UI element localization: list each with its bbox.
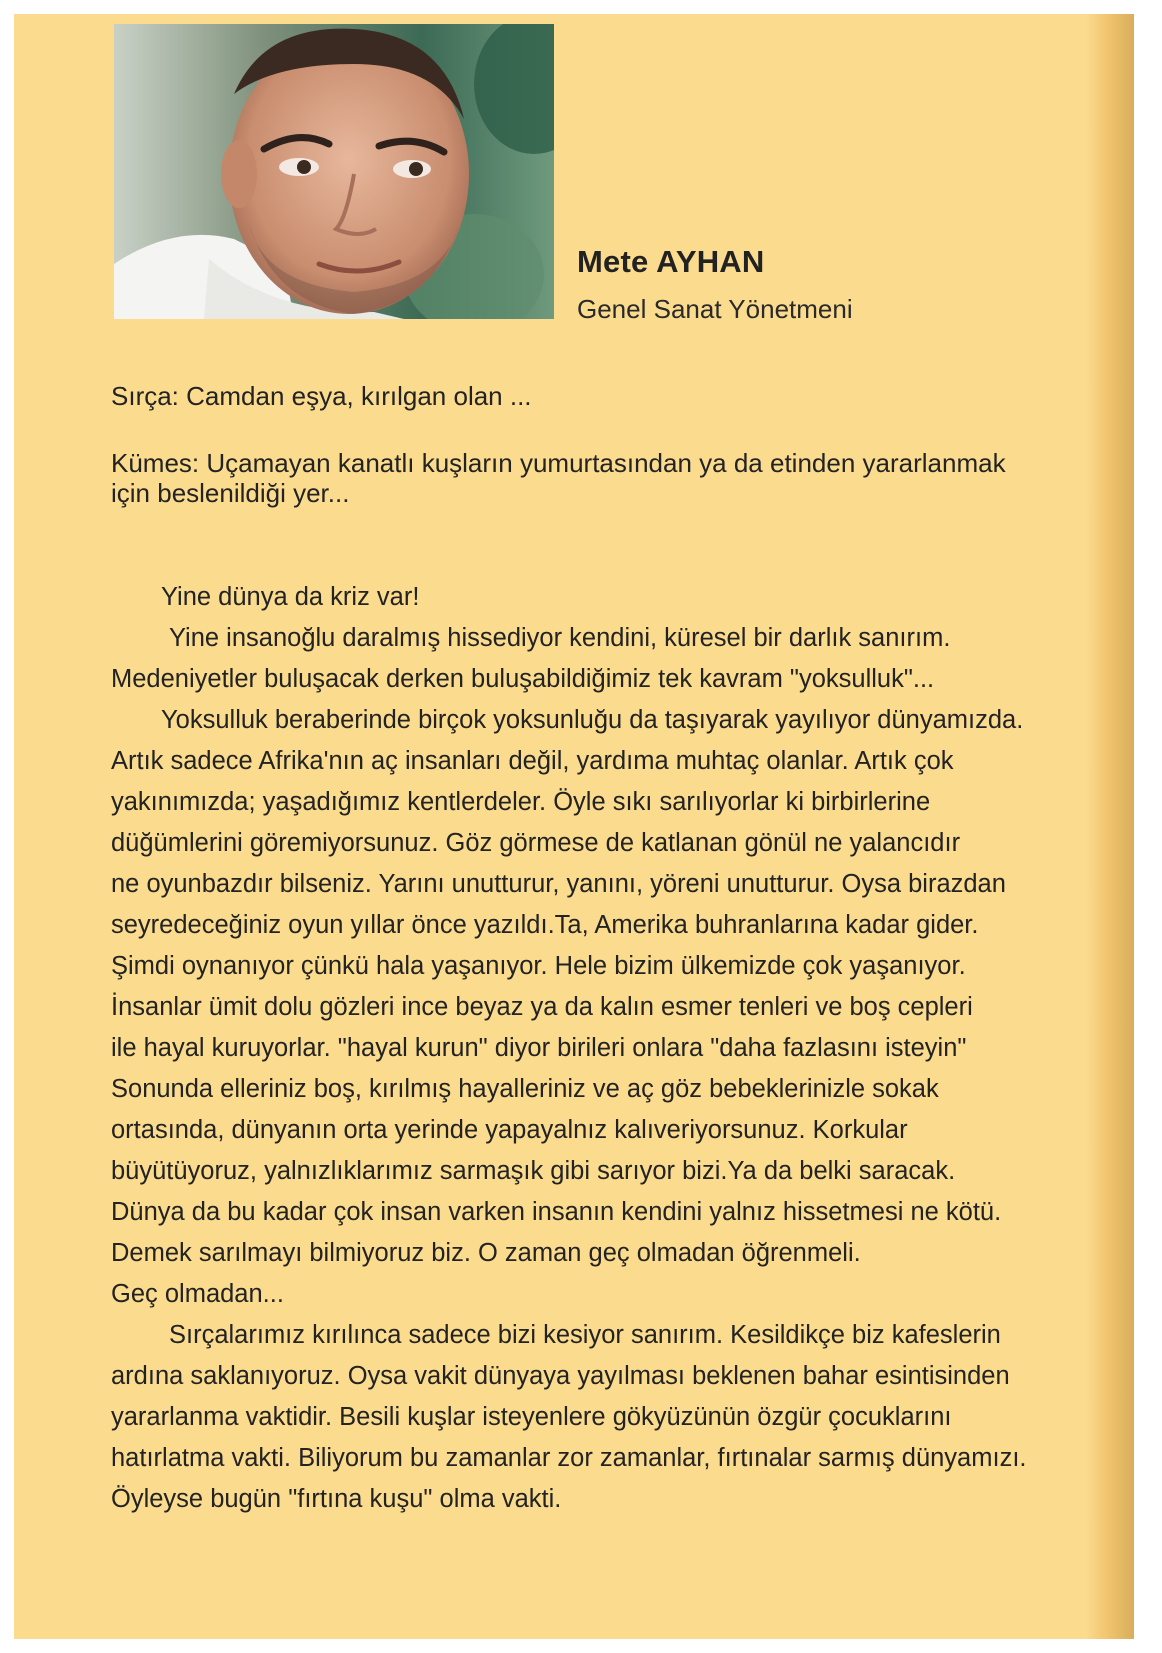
body-line: hatırlatma vakti. Biliyorum bu zamanlar zor zamanlar, fırtınalar sarmış dünyamızı. [111,1444,1027,1472]
author-role: Genel Sanat Yönetmeni [577,294,853,324]
body-line: Şimdi oynanıyor çünkü hala yaşanıyor. Hele bizim ülkemizde çok yaşanıyor. [111,952,966,980]
page-spine-shadow [1086,14,1134,1639]
magazine-page [14,14,1134,1639]
body-line: Medeniyetler buluşacak derken buluşabildiğimiz tek kavram "yoksulluk"... [111,665,935,693]
body-line: Öyleyse bugün "fırtına kuşu" olma vakti. [111,1485,562,1513]
definition-sirca: Sırça: Camdan eşya, kırılgan olan ... [111,381,532,411]
body-line: Artık sadece Afrika'nın aç insanları değil, yardıma muhtaç olanlar. Artık çok [111,747,954,775]
author-photo [114,24,554,319]
body-line: ortasında, dünyanın orta yerinde yapayalnız kalıveriyorsunuz. Korkular [111,1116,908,1144]
body-line: yararlanma vaktidir. Besili kuşlar isteyenlere gökyüzünün özgür çocuklarını [111,1403,952,1431]
body-line: düğümlerini göremiyorsunuz. Göz görmese de katlanan gönül ne yalancıdır [111,829,961,857]
body-line: ile hayal kuruyorlar. "hayal kurun" diyor birileri onlara "daha fazlasını isteyin" [111,1034,967,1062]
definition-kumes: Kümes: Uçamayan kanatlı kuşların yumurtasından ya da etinden yararlanmak [111,448,1006,478]
body-line: İnsanlar ümit dolu gözleri ince beyaz ya da kalın esmer tenleri ve boş cepleri [111,993,973,1021]
body-line: yakınımızda; yaşadığımız kentlerdeler. Öyle sıkı sarılıyorlar ki birbirlerine [111,788,931,816]
body-line: Yoksulluk beraberinde birçok yoksunluğu da taşıyarak yayılıyor dünyamızda. [161,706,1024,734]
body-line: büyütüyoruz, yalnızlıklarımız sarmaşık gibi sarıyor bizi.Ya da belki saracak. [111,1157,956,1185]
body-line: Dünya da bu kadar çok insan varken insanın kendini yalnız hissetmesi ne kötü. [111,1198,1002,1226]
body-line: Yine dünya da kriz var! [161,583,420,611]
article-body [111,577,1027,1520]
author-name: Mete AYHAN [577,244,765,279]
body-line: seyredeceğiniz oyun yıllar önce yazıldı.Ta, Amerika buhranlarına kadar gider. [111,911,979,939]
body-line: Geç olmadan... [111,1280,284,1308]
body-line: Sonunda elleriniz boş, kırılmış hayalleriniz ve aç göz bebeklerinizle sokak [111,1075,939,1103]
body-line: Yine insanoğlu daralmış hissediyor kendini, küresel bir darlık sanırım. [169,624,951,652]
body-line: ne oyunbazdır bilseniz. Yarını unutturur, yanını, yöreni unutturur. Oysa birazdan [111,870,1006,898]
definition-kumes-cont: için beslenildiği yer... [111,478,350,508]
body-line: ardına saklanıyoruz. Oysa vakit dünyaya yayılması beklenen bahar esintisinden [111,1362,1010,1390]
body-line: Sırçalarımız kırılınca sadece bizi kesiyor sanırım. Kesildikçe biz kafeslerin [169,1321,1001,1349]
body-line: Demek sarılmayı bilmiyoruz biz. O zaman geç olmadan öğrenmeli. [111,1239,861,1267]
